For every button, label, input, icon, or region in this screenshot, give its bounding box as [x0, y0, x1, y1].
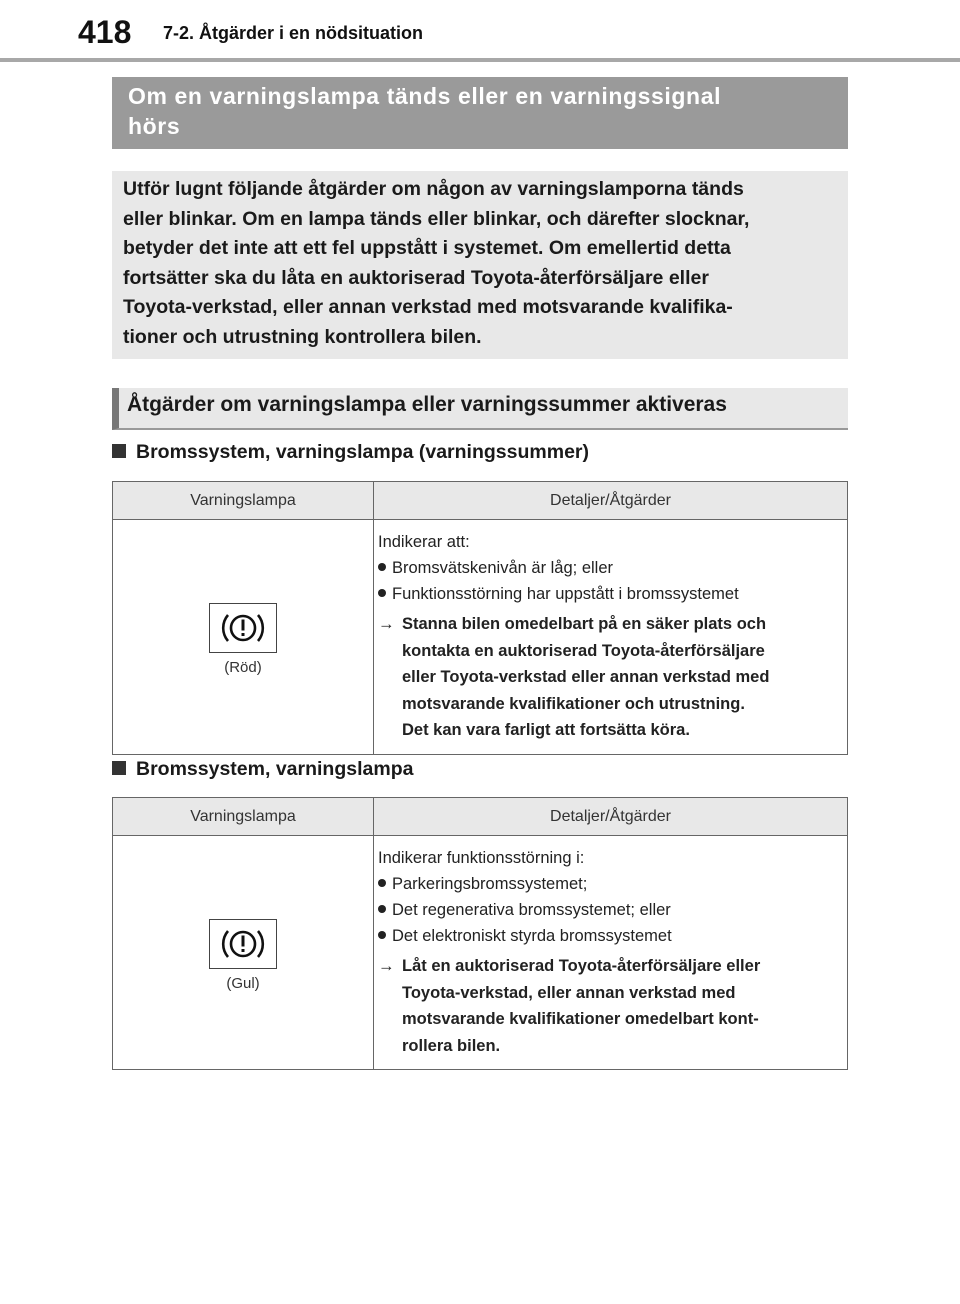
action-line: Det kan vara farligt att fortsätta köra.: [402, 721, 690, 740]
column-header-lamp: Varningslampa: [113, 798, 374, 836]
brake-warning-icon: [209, 919, 277, 969]
action-line: kontakta en auktoriserad Toyota-återförsäljare: [402, 641, 765, 660]
list-item-text: Det regenerativa bromssystemet; eller: [392, 901, 671, 919]
intro-line: betyder det inte att ett fel uppstått i systemet. Om emellertid detta: [123, 237, 731, 260]
column-header-lamp: Varningslampa: [113, 482, 374, 520]
arrow-icon: →: [378, 957, 395, 975]
bullet-dot-icon: [378, 931, 386, 939]
action-line: Stanna bilen omedelbart på en säker plats och: [402, 615, 767, 633]
lamp-caption: (Gul): [226, 975, 260, 993]
brake-warning-icon: [209, 603, 277, 653]
list-item-text: Det elektroniskt styrda bromssystemet: [392, 927, 672, 945]
table-row: [113, 836, 848, 1070]
bullet-dot-icon: [378, 589, 386, 597]
list-item: [378, 555, 841, 581]
section-title-text: Bromssystem, varningslampa (varningssummer): [136, 441, 589, 463]
list-item-text: Parkeringsbromssystemet;: [392, 875, 588, 893]
lamp-cell: [113, 520, 374, 755]
bullet-dot-icon: [378, 563, 386, 571]
column-header-details: Detaljer/Åtgärder: [374, 798, 848, 836]
table-row: [113, 520, 848, 755]
action-line: motsvarande kvalifikationer omedelbart kont-: [402, 1010, 759, 1029]
lamp-caption: (Röd): [224, 659, 262, 677]
section-title-text: Bromssystem, varningslampa: [136, 758, 414, 780]
list-item: [378, 581, 841, 607]
intro-line: Toyota-verkstad, eller annan verkstad med motsvarande kvalifika-: [123, 296, 733, 319]
page-number: 418: [78, 14, 132, 50]
table-header-row: [113, 482, 848, 520]
banner-line-1: Om en varningslampa tänds eller en varningssignal: [128, 83, 722, 109]
intro-line: eller blinkar. Om en lampa tänds eller blinkar, och därefter slocknar,: [123, 207, 750, 230]
action-line: eller Toyota-verkstad eller annan verkstad med: [402, 668, 770, 687]
action-text: [402, 611, 769, 744]
chapter-title: 7-2. Åtgärder i en nödsituation: [163, 23, 424, 43]
page-header: [0, 0, 960, 62]
intro-line: fortsätter ska du låta en auktoriserad Toyota-återförsäljare eller: [123, 266, 709, 289]
detail-lead: Indikerar funktionsstörning i:: [378, 849, 585, 867]
detail-lead: Indikerar att:: [378, 533, 470, 551]
table-header-row: [113, 798, 848, 836]
list-item-text: Bromsvätskenivån är låg; eller: [392, 559, 614, 577]
warning-table-yellow: [112, 797, 848, 1070]
action-text: [402, 953, 760, 1059]
details-cell: [374, 520, 848, 755]
header-rule: [0, 58, 960, 62]
intro-box: [112, 171, 848, 359]
bullet-dot-icon: [378, 905, 386, 913]
action-line: motsvarande kvalifikationer och utrustning.: [402, 694, 745, 713]
list-item: [378, 871, 841, 897]
section-title: [112, 758, 413, 781]
arrow-icon: →: [378, 615, 395, 633]
bullet-dot-icon: [378, 879, 386, 887]
action-block: [378, 953, 841, 1059]
intro-line: tioner och utrustning kontrollera bilen.: [123, 325, 482, 348]
action-line: Låt en auktoriserad Toyota-återförsäljare eller: [402, 957, 761, 975]
list-item: [378, 897, 841, 923]
intro-line: Utför lugnt följande åtgärder om någon av varningslamporna tänds: [123, 178, 744, 200]
main-section-banner: [112, 77, 848, 149]
column-header-details: Detaljer/Åtgärder: [374, 482, 848, 520]
square-bullet-icon: [112, 444, 126, 458]
sub-heading-text: Åtgärder om varningslampa eller varningssummer aktiveras: [127, 393, 727, 416]
warning-table-red: [112, 481, 848, 755]
lamp-cell: [113, 836, 374, 1070]
action-block: [378, 611, 841, 744]
sub-heading: [112, 388, 848, 430]
banner-line-2: hörs: [128, 113, 181, 139]
square-bullet-icon: [112, 761, 126, 775]
section-title: [112, 441, 589, 464]
list-item: [378, 923, 841, 949]
action-line: rollera bilen.: [402, 1036, 501, 1055]
action-line: Toyota-verkstad, eller annan verkstad med: [402, 983, 736, 1002]
details-cell: [374, 836, 848, 1070]
list-item-text: Funktionsstörning har uppstått i bromssystemet: [392, 585, 739, 603]
